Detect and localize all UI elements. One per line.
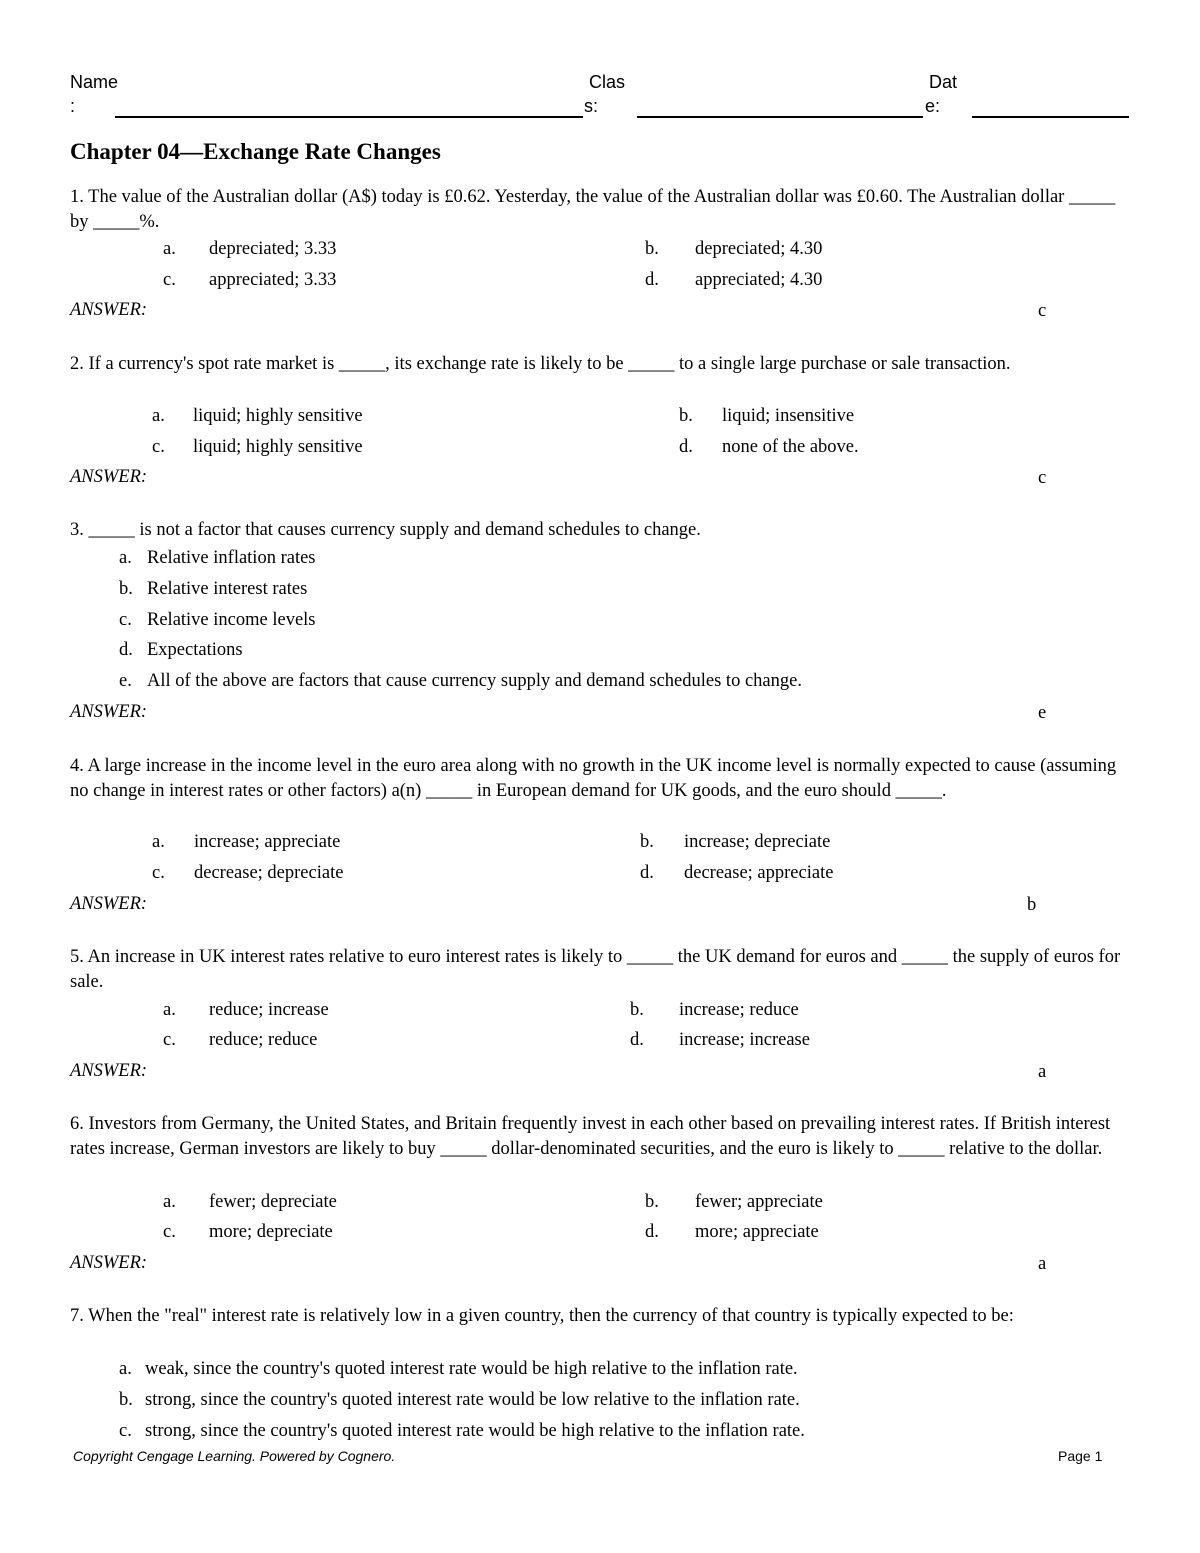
question-4-text: 4. A large increase in the income level in the euro area along with no growth in the UK income level is normally expected to cause (assuming no change in interest rates or other factors) a(n) _____ in European demand for UK goods, and the euro should _____. [70, 756, 1117, 801]
q5-option-a-letter: a. [163, 1000, 176, 1020]
q1-option-c-letter: c. [163, 270, 176, 290]
q7-option-b-text: strong, since the country's quoted interest rate would be low relative to the inflation rate. [145, 1390, 800, 1410]
q4-option-d-letter: d. [640, 863, 654, 883]
question-1-text: 1. The value of the Australian dollar (A$) today is £0.62. Yesterday, the value of the Australian dollar was £0.60. The Australian dollar _____ by _____%. [70, 187, 1116, 232]
q5-option-b-text: increase; reduce [679, 1000, 799, 1020]
q3-option-b-text: Relative interest rates [147, 579, 308, 599]
q2-answer-value: c [1038, 468, 1047, 488]
name-field-line[interactable] [115, 116, 583, 118]
q5-option-c-text: reduce; reduce [209, 1030, 318, 1050]
q6-option-b-text: fewer; appreciate [695, 1192, 823, 1212]
q6-answer-value: a [1038, 1254, 1047, 1274]
q7-option-c-letter: c. [119, 1421, 132, 1441]
q5-option-a-text: reduce; increase [209, 1000, 329, 1020]
q6-answer-label: ANSWER: [70, 1253, 148, 1273]
q4-option-a-letter: a. [152, 832, 165, 852]
q6-option-d-letter: d. [645, 1222, 659, 1242]
q3-option-d-letter: d. [119, 640, 133, 660]
question-7-text: 7. When the "real" interest rate is relatively low in a given country, then the currency of that country is typically expected to be: [70, 1306, 1014, 1326]
q2-option-c-letter: c. [152, 437, 165, 457]
q1-option-c-text: appreciated; 3.33 [209, 270, 337, 290]
class-label-suffix: s: [584, 96, 599, 116]
q1-option-d-letter: d. [645, 270, 659, 290]
q1-answer-label: ANSWER: [70, 300, 148, 320]
q5-answer-value: a [1038, 1062, 1047, 1082]
q1-answer-value: c [1038, 301, 1047, 321]
q6-option-c-text: more; depreciate [209, 1222, 333, 1242]
q2-option-d-text: none of the above. [722, 437, 859, 457]
q4-answer-value: b [1027, 895, 1037, 915]
q6-option-a-letter: a. [163, 1192, 176, 1212]
question-2-text: 2. If a currency's spot rate market is _____, its exchange rate is likely to be _____ to a single large purchase or sale transaction. [70, 354, 1011, 374]
date-label: Dat [929, 72, 958, 92]
q6-option-b-letter: b. [645, 1192, 659, 1212]
q2-option-a-letter: a. [152, 406, 165, 426]
q4-option-b-letter: b. [640, 832, 654, 852]
q2-option-c-text: liquid; highly sensitive [193, 437, 363, 457]
q3-option-e-text: All of the above are factors that cause currency supply and demand schedules to change. [147, 671, 802, 691]
q6-option-d-text: more; appreciate [695, 1222, 819, 1242]
footer-copyright: Copyright Cengage Learning. Powered by Cognero. [73, 1448, 396, 1464]
name-label-colon: : [70, 96, 76, 116]
q7-option-a-text: weak, since the country's quoted interest rate would be high relative to the inflation rate. [145, 1359, 798, 1379]
date-label-suffix: e: [925, 96, 941, 116]
q4-option-c-text: decrease; depreciate [194, 863, 344, 883]
question-6-text: 6. Investors from Germany, the United States, and Britain frequently invest in each other based on prevailing interest rates. If British interest rates increase, German investors are likely to buy _____ dollar-denominated securities, and the euro is likely to _____ relative to the dollar. [70, 1114, 1111, 1159]
name-label: Name [70, 72, 119, 92]
question-5-text: 5. An increase in UK interest rates relative to euro interest rates is likely to _____ the UK demand for euros and _____ the supply of euros for sale. [70, 947, 1121, 992]
page-number: Page 1 [1058, 1448, 1103, 1464]
q2-option-b-letter: b. [679, 406, 693, 426]
q1-option-d-text: appreciated; 4.30 [695, 270, 823, 290]
q5-option-c-letter: c. [163, 1030, 176, 1050]
q3-option-e-letter: e. [119, 671, 132, 691]
q7-option-c-text: strong, since the country's quoted interest rate would be high relative to the inflation rate. [145, 1421, 805, 1441]
q5-answer-label: ANSWER: [70, 1061, 148, 1081]
q3-option-a-text: Relative inflation rates [147, 548, 316, 568]
q4-option-a-text: increase; appreciate [194, 832, 341, 852]
q3-option-a-letter: a. [119, 548, 132, 568]
q1-option-a-text: depreciated; 3.33 [209, 239, 337, 259]
q3-answer-label: ANSWER: [70, 702, 148, 722]
q3-option-b-letter: b. [119, 579, 133, 599]
q2-option-b-text: liquid; insensitive [722, 406, 855, 426]
q7-option-b-letter: b. [119, 1390, 133, 1410]
q6-option-c-letter: c. [163, 1222, 176, 1242]
q2-answer-label: ANSWER: [70, 467, 148, 487]
class-field-line[interactable] [637, 116, 923, 118]
date-field-line[interactable] [972, 116, 1129, 118]
q3-option-c-letter: c. [119, 610, 132, 630]
q7-option-a-letter: a. [119, 1359, 132, 1379]
q1-option-a-letter: a. [163, 239, 176, 259]
q4-option-c-letter: c. [152, 863, 165, 883]
q2-option-d-letter: d. [679, 437, 693, 457]
q5-option-d-text: increase; increase [679, 1030, 810, 1050]
q4-option-b-text: increase; depreciate [684, 832, 831, 852]
q3-option-c-text: Relative income levels [147, 610, 316, 630]
q4-answer-label: ANSWER: [70, 894, 148, 914]
page-title: Chapter 04—Exchange Rate Changes [70, 139, 441, 164]
q1-option-b-text: depreciated; 4.30 [695, 239, 823, 259]
q2-option-a-text: liquid; highly sensitive [193, 406, 363, 426]
q6-option-a-text: fewer; depreciate [209, 1192, 337, 1212]
q3-answer-value: e [1038, 703, 1047, 723]
class-label: Clas [589, 72, 626, 92]
q5-option-d-letter: d. [630, 1030, 644, 1050]
q5-option-b-letter: b. [630, 1000, 644, 1020]
q1-option-b-letter: b. [645, 239, 659, 259]
q3-option-d-text: Expectations [147, 640, 243, 660]
q4-option-d-text: decrease; appreciate [684, 863, 834, 883]
question-3-text: 3. _____ is not a factor that causes currency supply and demand schedules to change. [70, 520, 701, 540]
